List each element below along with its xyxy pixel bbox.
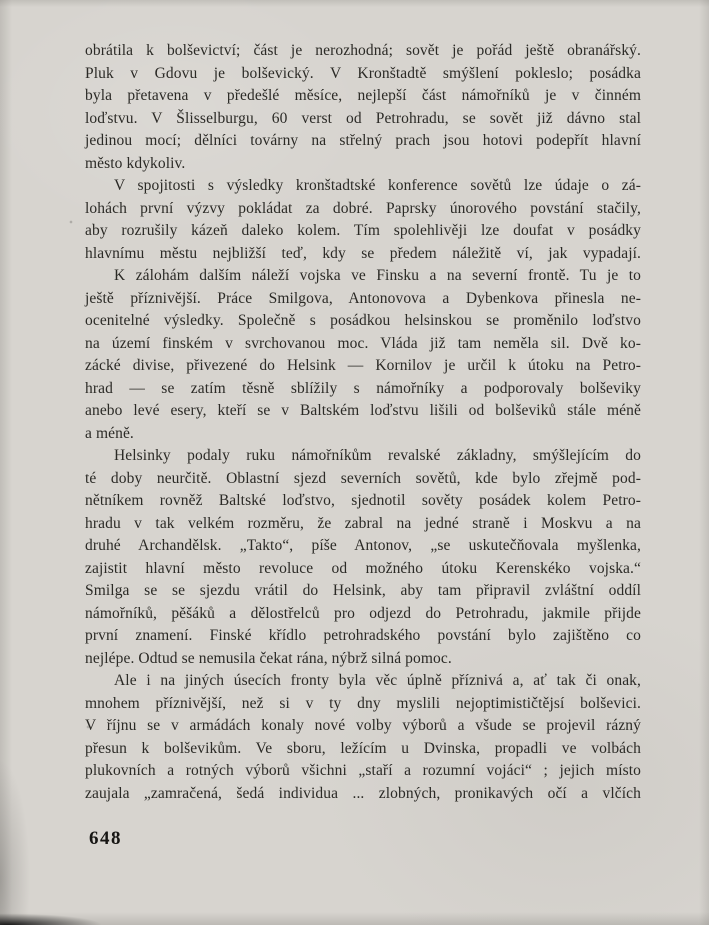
paragraph <box>85 40 641 175</box>
text-line: námořníků, pěšáků a dělostřelců pro odjezd do Petrohradu, jakmile přijde <box>85 604 641 622</box>
text-line: první znamení. Finské křídlo petrohradského povstání bylo zajištěno co <box>85 627 641 644</box>
text-line: V spojitosti s výsledky kronštadtské konference sovětů lze údaje o zá- <box>114 177 641 194</box>
text-line: jedinou mocí; dělníci továrny na střelný prach jsou hotovi podepřít hlavní <box>85 132 641 149</box>
body-text <box>85 40 641 805</box>
text-line: loďstvu. V Šlisselburgu, 60 verst od Petrohradu, se sovět již dávno stal <box>85 109 641 127</box>
text-line: zajistit hlavní město revoluce od možného útoku Kerenskéko vojska.“ <box>85 559 641 577</box>
text-line: ještě příznivější. Práce Smilgova, Antonovova a Dybenkova přinesla ne- <box>85 289 641 307</box>
text-line: druhé Archandělsk. „Takto“, píše Antonov, „se uskutečňovala myšlenka, <box>85 537 641 554</box>
text-line: hradu v tak velkém rozměru, že zabral na jedné straně i Moskvu a na <box>85 514 641 532</box>
text-line: K zálohám dalším náleží vojska ve Finsku a na severní frontě. Tu je to <box>114 267 641 284</box>
paragraph <box>85 670 641 805</box>
paragraph <box>85 445 641 670</box>
text-line: mnohem příznivější, než si v ty dny myslili nejoptimističtějsí bolševici. <box>85 694 641 712</box>
text-line: lohách první výzvy pokládat za dobré. Paprsky únorového povstání stačily, <box>85 199 641 217</box>
text-line: V říjnu se v armádách konaly nové volby výborů a všude se projevil rázný <box>85 717 641 734</box>
text-line: přesun k bolševikům. Ve sboru, ležícím u Dvinska, propadli ve volbách <box>85 739 641 757</box>
text-line: aby rozrušily kázeň daleko kolem. Tím spolehlivěji lze doufat v posádky <box>85 222 641 239</box>
paragraph <box>85 175 641 265</box>
text-line: hlavnímu městu nejbližší teď, kdy se předem náležitě ví, jak vypadají. <box>85 244 641 262</box>
text-line: byla přetavena v předešlé měsíce, nejlepší část námořníků je v činném <box>85 87 641 104</box>
text-line: nejlépe. Odtud se nemusila čekat rána, nýbrž silná pomoc. <box>85 649 452 667</box>
text-line: město kdykoliv. <box>85 154 186 172</box>
text-line: Smilga se se sjezdu vrátil do Helsink, aby tam připravil zvláštní oddíl <box>85 582 641 599</box>
paragraph <box>85 265 641 445</box>
text-line: nětníkem rovněž Baltské loďstvo, sjednotil sověty posádek kolem Petro- <box>85 492 641 509</box>
text-line: zaujala „zamračená, šedá individua ... zlobných, pronikavých očí a vlčích <box>85 784 641 802</box>
text-line: Pluk v Gdovu je bolševický. V Kronštadtě smýšlení pokleslo; posádka <box>85 64 641 82</box>
text-line: a méně. <box>85 424 134 442</box>
text-line: hrad — se zatím těsně sblížily s námořníky a podporovaly bolševiky <box>85 379 641 397</box>
text-line: na území finském v svrchovanou moc. Vláda již tam neměla sil. Dvě ko- <box>85 334 641 352</box>
page-number: 648 <box>89 828 122 849</box>
text-line: anebo levé esery, kteří se v Baltském loďstvu lišili od bolševiků stále méně <box>85 402 641 419</box>
text-line: ocenitelné výsledky. Společně s posádkou helsinskou se proměnilo loďstvo <box>85 312 641 329</box>
text-line: plukovních a rotných výborů všichni „staří a rozumní vojáci“ ; jejich místo <box>85 762 641 779</box>
text-line: Ale i na jiných úsecích fronty byla věc úplně příznivá a, ať tak či onak, <box>114 672 641 689</box>
text-line: obrátila k bolševictví; část je nerozhodná; sovět je pořád ještě obranářský. <box>85 42 641 59</box>
text-line: zácké divise, přivezené do Helsink — Kornilov je určil k útoku na Petro- <box>85 357 641 374</box>
text-line: Helsinky podaly ruku námořníkům revalské základny, smýšlejícím do <box>114 447 641 464</box>
text-line: té doby neurčitě. Oblastní sjezd severních sovětů, kde bylo zřejmě pod- <box>85 469 641 487</box>
